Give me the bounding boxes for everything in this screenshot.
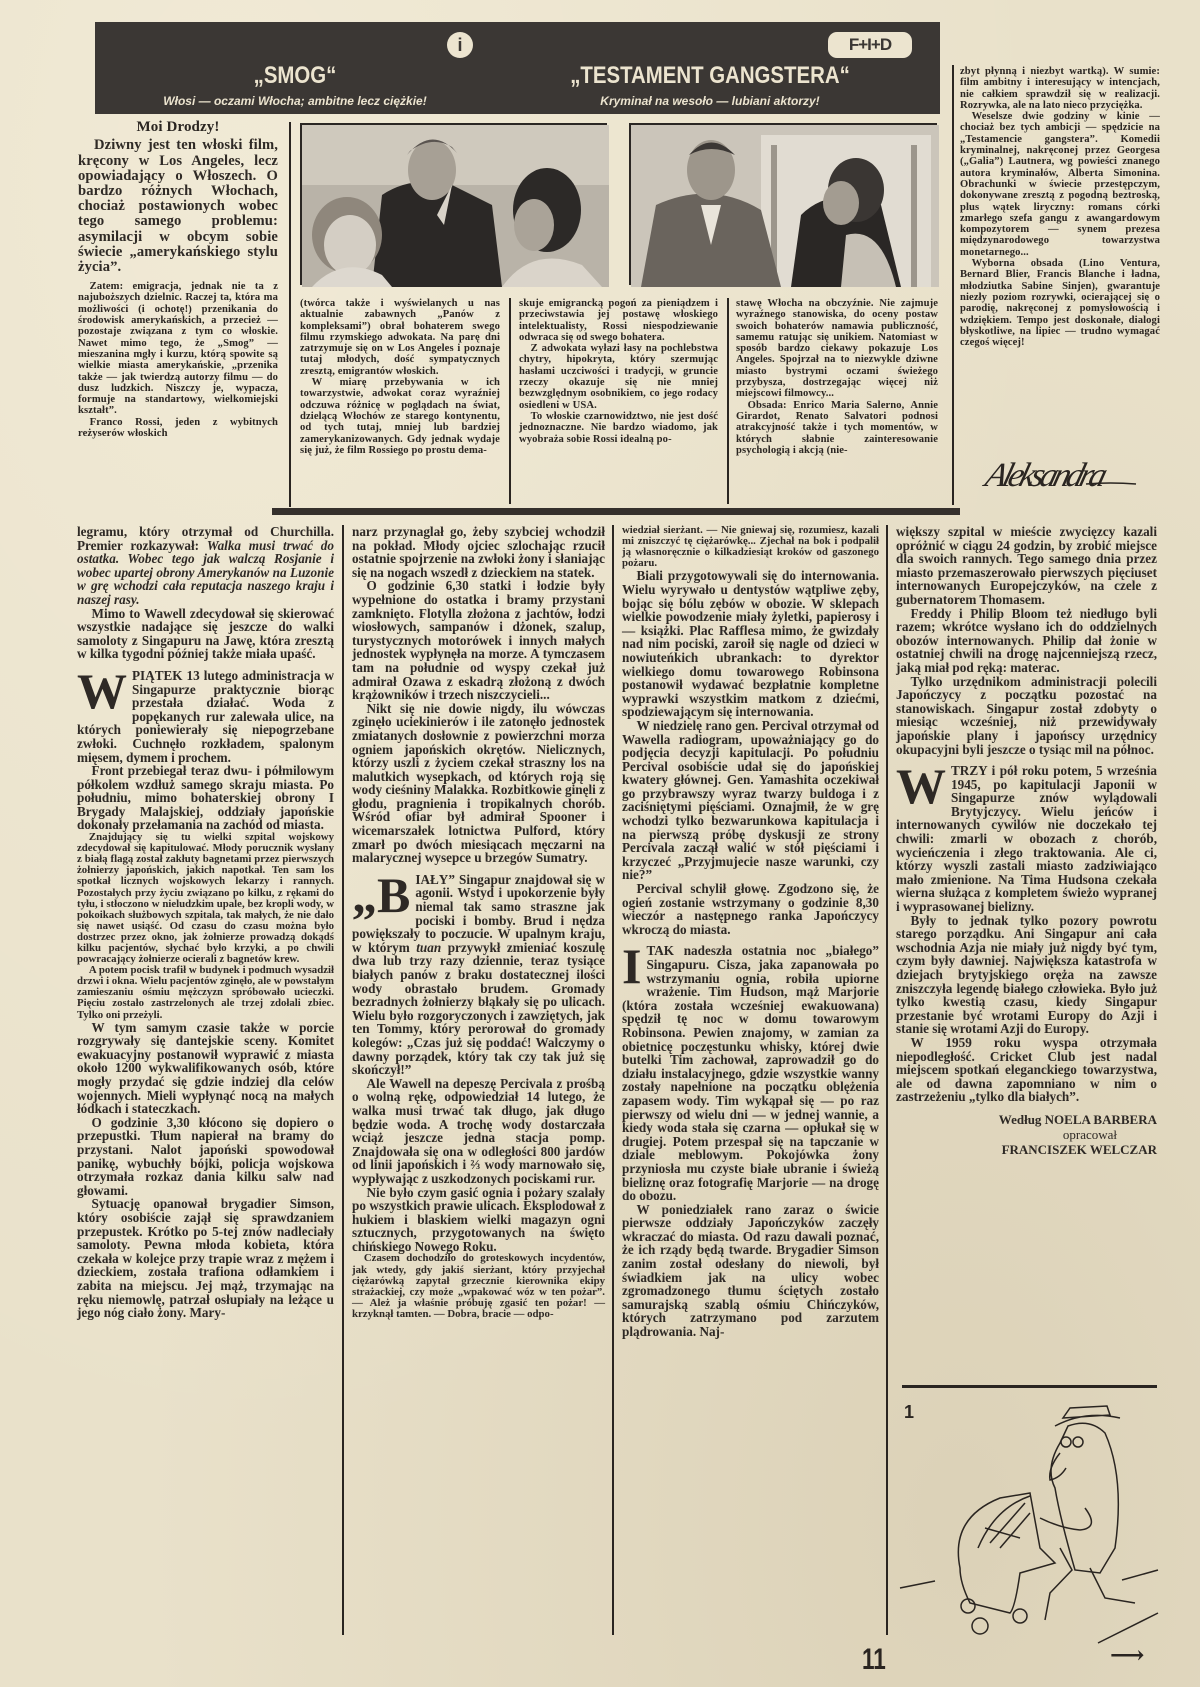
body-text: (twórca także i wyświelanych u nas aktualnie zabawnych „Panów z kompleksami”) obrał bohaterem swego filmu rzymskiego adwokata. Na parę dni zatrzymuje się on w Los Angeles i poznaje tutaj młodych, dość sympatycznych zresztą, emigrantów włoskich. <box>300 298 500 377</box>
paragraph <box>622 1203 879 1339</box>
paragraph <box>78 138 278 275</box>
paragraph <box>736 400 938 456</box>
arrow-right-icon: ⟶ <box>1110 1643 1145 1669</box>
svg-text:Aleksandra: Aleksandra <box>981 456 1112 494</box>
review-greeting: Moi Drodzy! <box>136 119 220 135</box>
lead-text: TAK nadeszła ostatnia noc „białego” Singapuru. <box>646 943 879 972</box>
body-text: Wielu jeńców i internowanych cywilów nie doczekało tej chwili: zmarli w obozach z chorób, wycieńczenia i złego traktowania. Ale ci, którzy wyszli zastali miasto zadziwiająco mało zmienione. Na Tima Hudsona czekała wierna służąca z kompletem świeżo wypranej i wyprasowanej bielizny. <box>896 803 1157 915</box>
byline-source <box>896 1112 1157 1127</box>
paragraph <box>352 1253 605 1320</box>
body-text: wiedział sierżant. — Nie gniewaj się, rozumiesz, kazali mi zniszczyć tę ciężarówkę... Zjechał na bok i podpalił ją własnoręcznie o kilkadziesiąt kroków od gaszonego pożaru. <box>622 524 879 570</box>
paragraph <box>896 525 1157 607</box>
paragraph <box>622 882 879 936</box>
review-column-2 <box>300 298 500 506</box>
paragraph <box>352 1186 605 1254</box>
column-divider <box>727 298 729 504</box>
body-text: W 1959 roku wyspa otrzymała niepodległość. Cricket Club jest nadal miejscem spotkań eleganckiego towarzystwa, ale od dawna zapomniano w nim o zastrzeżeniu „tylko dla białych”. <box>896 1034 1157 1105</box>
paragraph <box>77 662 334 765</box>
body-text: Czasem dochodziło do groteskowych incydentów, jak wtedy, gdy jakiś sierżant, który przyjechał ciężarówką zapytał grzecznie kierownika ekipy strażackiej, czy może „wpakować wóz w ten pożar”. — Ależ ja właśnie próbuję zgasić ten pożar! — krzyknął tamten. — Dobra, bracie — odpo- <box>352 1252 605 1320</box>
body-text: Freddy i Philip Bloom też niedługo byli razem; wkrótce wysłano ich do oddzielnych obozów internowanych. Philip dał żonie w ostatniej chwili na drogę najcenniejszą rzecz, jaką miał pod ręką: materac. <box>896 605 1157 675</box>
paragraph <box>77 832 334 965</box>
body-text: Wyborna obsada (Lino Ventura, Bernard Blier, Francis Blanche i ładna, młodziutka Sabine Sinjen), gwarantuje niezły poziom rozrywki, ocierającej się o parodię, nakręconej z pomysłowością i wdziękiem. Tempo jest doskonałe, dialogi błyskotliwe, na lipiec — trudno wymagać czegoś więcej! <box>960 258 1160 349</box>
body-text: Cisza, jaka zapanowała po wstrzymaniu ognia, robiła upiorne wrażenie. Tim Hudson, mąż Marjorie (która została wcześniej ewakuowana) spędził tę noc w domu towarowym Robinsona. Pewien znajomy, w zamian za obietnicę poczęstunku whisky, której dwie butelki Tim zachował, zaprowadził go do działu instalacyjnego, gdzie wszystkie wanny zostały napełnione na początku oblężenia zapasem wody. Tim wykąpał się — po raz pierwszy od wielu dni — w jednej wannie, a kiedy woda stała się czarna — opłukał się w drugiej. Potem przespał się na tapczanie w dziale meblowym. Pokojówka żony przyniosła mu czyste białe ubranie i świeżą bieliznę oraz fotografię Marjorie — na drogę do obozu. <box>622 957 879 1204</box>
drop-cap: „B <box>352 866 411 923</box>
page-number: 11 <box>861 1643 886 1676</box>
body-text: narz przynaglał go, żeby szybciej wchodził na pokład. Młody ojciec szlochając rzucił ostatnie spojrzenie na zwłoki żony i słaniając się na nogach wszedł z dzieckiem na statek. <box>352 524 605 580</box>
lead-text: IAŁY” Singapur znajdował się w agonii. Wstyd i upokorzenie były niemal tak samo straszne jak pociski i bomby. <box>415 871 605 928</box>
paragraph <box>77 1021 334 1116</box>
rating-badge-fid: F+I+D <box>828 32 912 58</box>
article-column-1 <box>77 525 334 1635</box>
drop-cap: W <box>896 758 946 815</box>
quoted-text: Walka musi trwać do ostatka. Wobec tego jak walczą Rosjanie i wobec upartej obrony Amerykanów na Luzonie w grę wchodzi cała reputacja naszego kraju i naszej rasy. <box>77 537 334 607</box>
byline-source-prefix: Według <box>998 1111 1042 1127</box>
info-badge-icon: i <box>447 32 473 58</box>
film-title-testament: „TESTAMENT GANGSTERA“ <box>570 62 850 89</box>
review-column-4 <box>736 298 938 506</box>
column-divider <box>509 298 511 504</box>
body-text: O godzinie 3,30 kłócono się dopiero o przepustki. Tłum napierał na bramy do przystani. Nalot japoński spowodował panikę, wybuchły bójki, policja wojskowa otrzymała rozkaz dania kilku salw nad głowami. <box>77 1114 334 1198</box>
body-text: W poniedziałek rano zaraz o świcie pierwsze oddziały Japończyków zaczęły wkraczać do miasta. Od razu dawali poznać, że ich rządy będą twarde. Brygadier Simson zanim został odesłany do niewoli, był świadkiem jak na ulicy wobec zgromadzonego tłumu ściętych zostało samurajską szablą ośmiu Chińczyków, których zatrzymano pod zarzutem plądrowania. Naj- <box>622 1201 879 1340</box>
body-text: Nikt się nie dowie nigdy, ilu wówczas zginęło uciekinierów i ile zatonęło jednostek zmiatanych dosłownie z powierzchni morza ogniem japońskich okrętów. Nielicznych, którzy uszli z życiem czekał straszny los na malutkich wysepkach, od których roją się wody cieśniny Malakka. Rozbitkowie ginęli z głodu, pragnienia i tropikalnych chorób. Wśród ofiar był admirał Spooner i wicemarszałek lotnictwa Pulford, który zmarł po dwóch miesiącach męczarni na malarycznej wysepce u brzegów Sumatry. <box>352 700 605 866</box>
body-text: Sytuację opanował brygadier Simson, który osobiście zajął się sprawdzaniem przepustek. Krótko po 5-tej znów nadleciały samoloty. Pewna młoda kobieta, która czekała w kolejce przy trapie wraz z mężem i dzieckiem, została trafiona odłamkiem i zabita na miejscu. Jej mąż, trzymając na ręku niemowlę, patrzał osłupiały na leżące u jego nóg ciało żony. Mary- <box>77 1196 334 1321</box>
lead-text: TRZY i pół roku potem, 5 września 1945, po kapitulacji Japonii w Singapurze znów wylądowali Brytyjczycy. <box>951 763 1157 819</box>
body-text: większy szpital w mieście zwycięzcy kazali opróżnić w ciągu 24 godzin, by zrobić miejsce dla swoich rannych. Tego samego dnia przez miasto przemaszerowało pierwszych pięciuset internowanych Europejczyków, na czele z gubernatorem Thomasem. <box>896 524 1157 607</box>
body-text: legramu, który otrzymał od Churchilla. Premier rozkazywał: <box>77 524 334 553</box>
article-column-4 <box>896 525 1157 1345</box>
paragraph <box>896 1036 1157 1104</box>
body-text: Obsada: Enrico Maria Salerno, Annie Girardot, Renato Salvatori podnosi atrakcyjność także i tych momentów, w których słabnie zainteresowanie psychologią i akcją (nie- <box>736 399 938 456</box>
paragraph <box>78 417 278 440</box>
body-text: A potem pocisk trafił w budynek i podmuch wysadził drzwi i okna. Wielu pacjentów zginęło, ale w powstałym zamieszaniu ośmiu mężczyzn spróbowało ucieczki. Pięciu zostało zastrzelonych ale trzej zdołali zbiec. Tylko oni przeżyli. <box>77 964 334 1021</box>
film-still-smog-image <box>302 125 609 287</box>
paragraph <box>77 1116 334 1198</box>
paragraph <box>622 938 879 1204</box>
byline-editor-label: opracował <box>1062 1126 1117 1142</box>
paragraph <box>960 111 1160 258</box>
byline-source-name: NOELA BARBERA <box>1044 1111 1157 1127</box>
paragraph <box>622 569 879 719</box>
film-subtitle-testament: Kryminał na wesoło — lubiani aktorzy! <box>600 94 820 108</box>
body-text: Franco Rossi, jeden z wybitnych reżyserów włoskich <box>78 416 278 439</box>
body-text: Zatem: emigracja, jednak nie ta z najuboższych dzielnic. Raczej ta, która ma możliwości (i ochotę!) przenikania do środowisk amerykańskich, a przecież — pozostaje związana z tym co włoskie. Nawet mimo tego, że „Smog” — mieszanina mgły i kurzu, którą spowite są wielkie miasta amerykańskie, „przenika także — jak twierdzą autorzy filmu — do dusz ludzkich. Niszczy je, wypacza, formuje na standartowy, wielkomiejski kształt”. <box>78 281 278 417</box>
article-column-3 <box>622 525 879 1635</box>
body-text: Były to jednak tylko pozory powrotu starego porządku. Ani Singapur ani cała wschodnia Azja nie miały już nigdy być tym, czym były dawniej. Największa katastrofa w dziejach brytyjskiego oręża na zawsze zniszczyła legendę białego człowieka. Było już tylko kwestią czasu, kiedy Singapur przestanie być wrotami Europy do Azji i stanie się wrotami Azji do Europy. <box>896 912 1157 1037</box>
body-text: W niedzielę rano gen. Percival otrzymał od Wawella radiogram, upoważniający go do podjęcia decyzji kapitulacji. Po południu Percival osobiście udał się do japońskiej kwatery głównej. Gen. Yamashita oczekiwał go przybrawszy wyraz twarzy buldoga i z zaciśniętymi pięściami. Oznajmił, że w grę wchodzi tylko bezwarunkowa kapitulacja i na pierwszą próbę dyskusji ze strony Percivala zaczął walić w stół pięściami i krzyczeć „Przyjmujecie nasze warunki, czy nie?” <box>622 717 879 883</box>
paragraph <box>352 525 605 579</box>
cartoon-number: 1 <box>904 1402 915 1422</box>
column-divider <box>952 65 954 505</box>
byline-editor-name: FRANCISZEK WELCZAR <box>1001 1141 1157 1157</box>
paragraph <box>77 525 334 607</box>
paragraph <box>77 1197 334 1319</box>
cartoon-rule <box>902 1385 1157 1388</box>
byline <box>896 1112 1157 1157</box>
body-text: przywykł zmieniać koszulę dwa lub trzy razy dziennie, teraz tysiące białych panów z braku dostatecznej ilości wody obrastało brudem. Gromady bezradnych żołnierzy błąkały się po ulicach. Wielu było rozgoryczonych i zawziętych, jak ten Tommy, który perorował do gromady kolegów: „Czas już się poddać! Walczymy o dawny porządek, który tak czy tak już się skończył!” <box>352 939 605 1078</box>
paragraph <box>622 719 879 882</box>
paragraph <box>300 298 500 377</box>
lead-text: PIĄTEK 13 lutego administracja w Singapurze praktycznie biorąc przestała działać. <box>132 667 334 711</box>
article-column-2 <box>352 525 605 1635</box>
section-bar <box>940 508 960 515</box>
body-text: Mimo to Wawell zdecydował się skierować wszystkie nadające się jeszcze do walki samoloty z Singapuru na Jawę, która zresztą w kilka tygodni później także miała upaść. <box>77 605 334 662</box>
paragraph <box>78 281 278 417</box>
body-text: stawę Włocha na obczyźnie. Nie zajmuje wyraźnego stanowiska, do oceny postaw swoich bohaterów namawia publiczność, samemu ratując się unikiem. Natomiast w sposób bardzo ciekawy pokazuje Los Angeles. Spojrzał na to niezwykle dziwne miasto bystrymi oczami świeżego przybysza, dostrzegając więcej niż miejscowi filmowcy... <box>736 298 938 400</box>
body-text: Z adwokata wyłazi łasy na pochlebstwa chytry, hipokryta, który szermując hasłami uczciwości i tradycji, w gruncie rzeczy okazuje się nie mniej bezwzględnym osobnikiem, co jego rodacy osiedleni w USA. <box>519 343 718 411</box>
body-text: Dziwny jest ten włoski film, kręcony w Los Angeles, lecz opowiadający o Włoszech. O bardzo różnych Włochach, chociaż postawionych wobec tego samego problemu: asymilacji w obcym sobie świecie „amerykańskiego stylu życia”. <box>78 137 278 275</box>
column-divider <box>289 122 291 507</box>
body-text: Percival schylił głowę. Zgodzono się, że ogień zostanie wstrzymany o godzinie 8,30 wieczór a następnego ranka Japończycy wkroczą do miasta. <box>622 881 879 937</box>
quoted-text: tuan <box>416 939 442 955</box>
column-divider <box>612 525 614 1635</box>
body-text: Woda z popękanych rur zalewała ulice, na których poniewierały się niepogrzebane zwłoki. Cuchnęło rozkładem, spalonym mięsem, dymem i prochem. <box>77 695 334 765</box>
paragraph <box>736 298 938 400</box>
author-signature <box>981 448 1140 500</box>
paragraph <box>960 66 1160 111</box>
signature-image <box>981 448 1140 500</box>
paragraph <box>896 758 1157 915</box>
cartoon <box>900 1398 1158 1648</box>
film-subtitle-smog: Włosi — oczami Włocha; ambitne lecz ciężkie! <box>163 94 427 108</box>
film-still-testament <box>629 123 937 285</box>
body-text: Brud i nędza powiększały to poczucie. W upalnym kraju, w którym <box>352 912 605 955</box>
paragraph <box>960 258 1160 348</box>
review-column-3 <box>519 298 718 506</box>
paragraph <box>519 298 718 343</box>
column-divider <box>886 525 888 1635</box>
body-text: Nie było czym gasić ognia i pożary szalały po wszystkich prawie ulicach. Eksplodował z hukiem i blaskiem wielki magazyn ogni sztucznych, przygotowanych na święto chińskiego Nowego Roku. <box>352 1184 605 1254</box>
body-text: Biali przygotowywali się do internowania. Wielu wyrywało u dentystów wątpliwe zęby, bojąc się bólu zębów w obozie. W sklepach wielkie powodzenie miały żyletki, papierosy i — książki. Plac Rafflesa mimo, że gwizdały nad nim pociski, zaroił się nagle od dzieci w nowiuteńkich ubrankach: to dyrektor wielkiego domu towarowego Robinsona postanowił wydawać bezpłatnie kompletne wyprawki wszystkim matkom z dziećmi, spodziewającym się internowania. <box>622 568 879 720</box>
film-still-smog <box>300 123 607 285</box>
column-divider <box>342 525 344 1635</box>
paragraph <box>622 525 879 569</box>
paragraph <box>896 607 1157 675</box>
section-divider-bar <box>272 508 940 515</box>
paragraph <box>519 411 718 445</box>
review-column-1 <box>78 119 278 504</box>
paragraph <box>77 965 334 1020</box>
body-text: Tylko urzędnikom administracji polecili Japończycy z początku pozostać na stanowiskach. Singapur został zdobyty o miesiąc wcześniej, niż przewidywały japońskie plany i japońscy urzędnicy okupacyjni byli jeszcze o tysiąc mil na północ. <box>896 673 1157 757</box>
paragraph <box>896 675 1157 757</box>
body-text: W miarę przebywania w ich towarzystwie, adwokat coraz wyraźniej odczuwa różnicę w poglądach na świat, dzielącą Włochów ze starego kontynentu, od tych tutaj, mniej lub bardziej zamerykanizowanych. Gdy jednak wydaje się już, że film Rossiego po prostu dema- <box>300 377 500 456</box>
body-text: O godzinie 6,30 statki i łodzie były wypełnione do ostatka i bramy przystani zamknięto. Flotylla złożona z jachtów, łodzi wiosłowych, sampanów i dżonek, szalup, turystycznych motorówek i innych małych jednostek wypłynęła na morze. A tymczasem tam na południe od wyspy czekał już admirał Ozawa z eskadrą złożoną z dwóch krążowników i trzech niszczycieli... <box>352 578 605 703</box>
film-title-smog: „SMOG“ <box>253 62 337 89</box>
body-text: Ale Wawell na depeszę Percivala z prośbą o wolną rękę, odpowiedział 14 lutego, że walka musi trwać tak długo, jak długo będzie woda. A trochę wody dostarczała wciąż jeszcze jedna stacja pomp. Znajdowała się ona w odległości 800 jardów od linii japońskich i ⅔ wody marnowało się, wypływając z uszkodzonych pociskami rur. <box>352 1075 605 1186</box>
drop-cap: I <box>622 938 642 995</box>
paragraph <box>352 579 605 701</box>
body-text: Znajdujący się tu wielki szpital wojskowy zdecydował się kapitulować. Młody porucznik wysłany z białą flagą został zakłuty bagnetami przez pierwszych żołnierzy japońskich, jakich napotkał. Ten sam los spotkał licznych wojskowych lekarzy i rannych. Pozostałych przy życiu związano po kilku, z rękami do tyłu, i stłoczono w nieludzkim upale, bez kropli wody, w pokoikach służbowych szpitala, tak małych, że nie dało się nawet usiąść. Od czasu do czasu można było dostrzec przez okno, jak żołnierze prowadzą dokądś kilku pacjentów, słychać było krzyki, a po chwili powracający żołnierze ocierali z bagnetów krew. <box>77 831 334 966</box>
paragraph <box>300 377 500 456</box>
body-text: W tym samym czasie także w porcie rozgrywały się dantejskie sceny. Komitet ewakuacyjny postanowił wyprawić z miasta około 1200 wykwalifikowanych osób, które mogły przydać się gdzie indziej dla celów wojennych. Mieli wypłynąć nocą na małych łódkach i stateczkach. <box>77 1019 334 1117</box>
body-text: skuje emigrancką pogoń za pieniądzem i przeciwstawia jej postawę włoskiego intelektualisty, Rossi niespodziewanie odwraca się od swego bohatera. <box>519 298 718 343</box>
drop-cap: W <box>77 662 127 719</box>
body-text: Front przebiegał teraz dwu- i półmilowym półkolem wzdłuż samego skraju miasta. Po południu, mimo bohaterskiej obrony I Brygady Malajskiej, oddziały japońskie dokonały przełamania na zachód od miasta. <box>77 763 334 833</box>
paragraph <box>77 764 334 832</box>
film-still-testament-image <box>631 125 939 287</box>
man-with-pram-drawing <box>900 1398 1158 1648</box>
body-text: Weselsze dwie godziny w kinie — chociaż bez tych ambicji — spędzicie na „Testamencie gangstera”. Komedii kryminalnej, nakręconej przez Georgesa („Galia”) Lautnera, wg powieści znanego autora kryminałów, Alberta Simonina. Obrachunki w świecie przestępczym, dokonywane zresztą z pogodną beztroską, plus wątek liryczny: romans córki zmarłego szefa gangu z awangardowym kompozytorem — synem prezesa międzynarodowego towarzystwa monetarnego... <box>960 111 1160 258</box>
paragraph <box>352 702 605 865</box>
review-column-5 <box>960 66 1160 438</box>
paragraph <box>352 866 605 1078</box>
paragraph <box>519 343 718 411</box>
body-text: To włoskie czarnowidztwo, nie jest dość jednoznaczne. Nie bardzo wiadomo, jak wyobraża sobie Rossi idealną po- <box>519 410 718 445</box>
paragraph <box>896 914 1157 1036</box>
body-text: zbyt płynną i niezbyt wartką). W sumie: film ambitny i interesujący w intencjach, nie całkiem sprawdził się w realizacji. Rozrywka, ale na lato nieco przyciężka. <box>960 66 1160 111</box>
paragraph <box>352 1077 605 1186</box>
review-header-band <box>95 22 940 114</box>
paragraph <box>77 607 334 661</box>
